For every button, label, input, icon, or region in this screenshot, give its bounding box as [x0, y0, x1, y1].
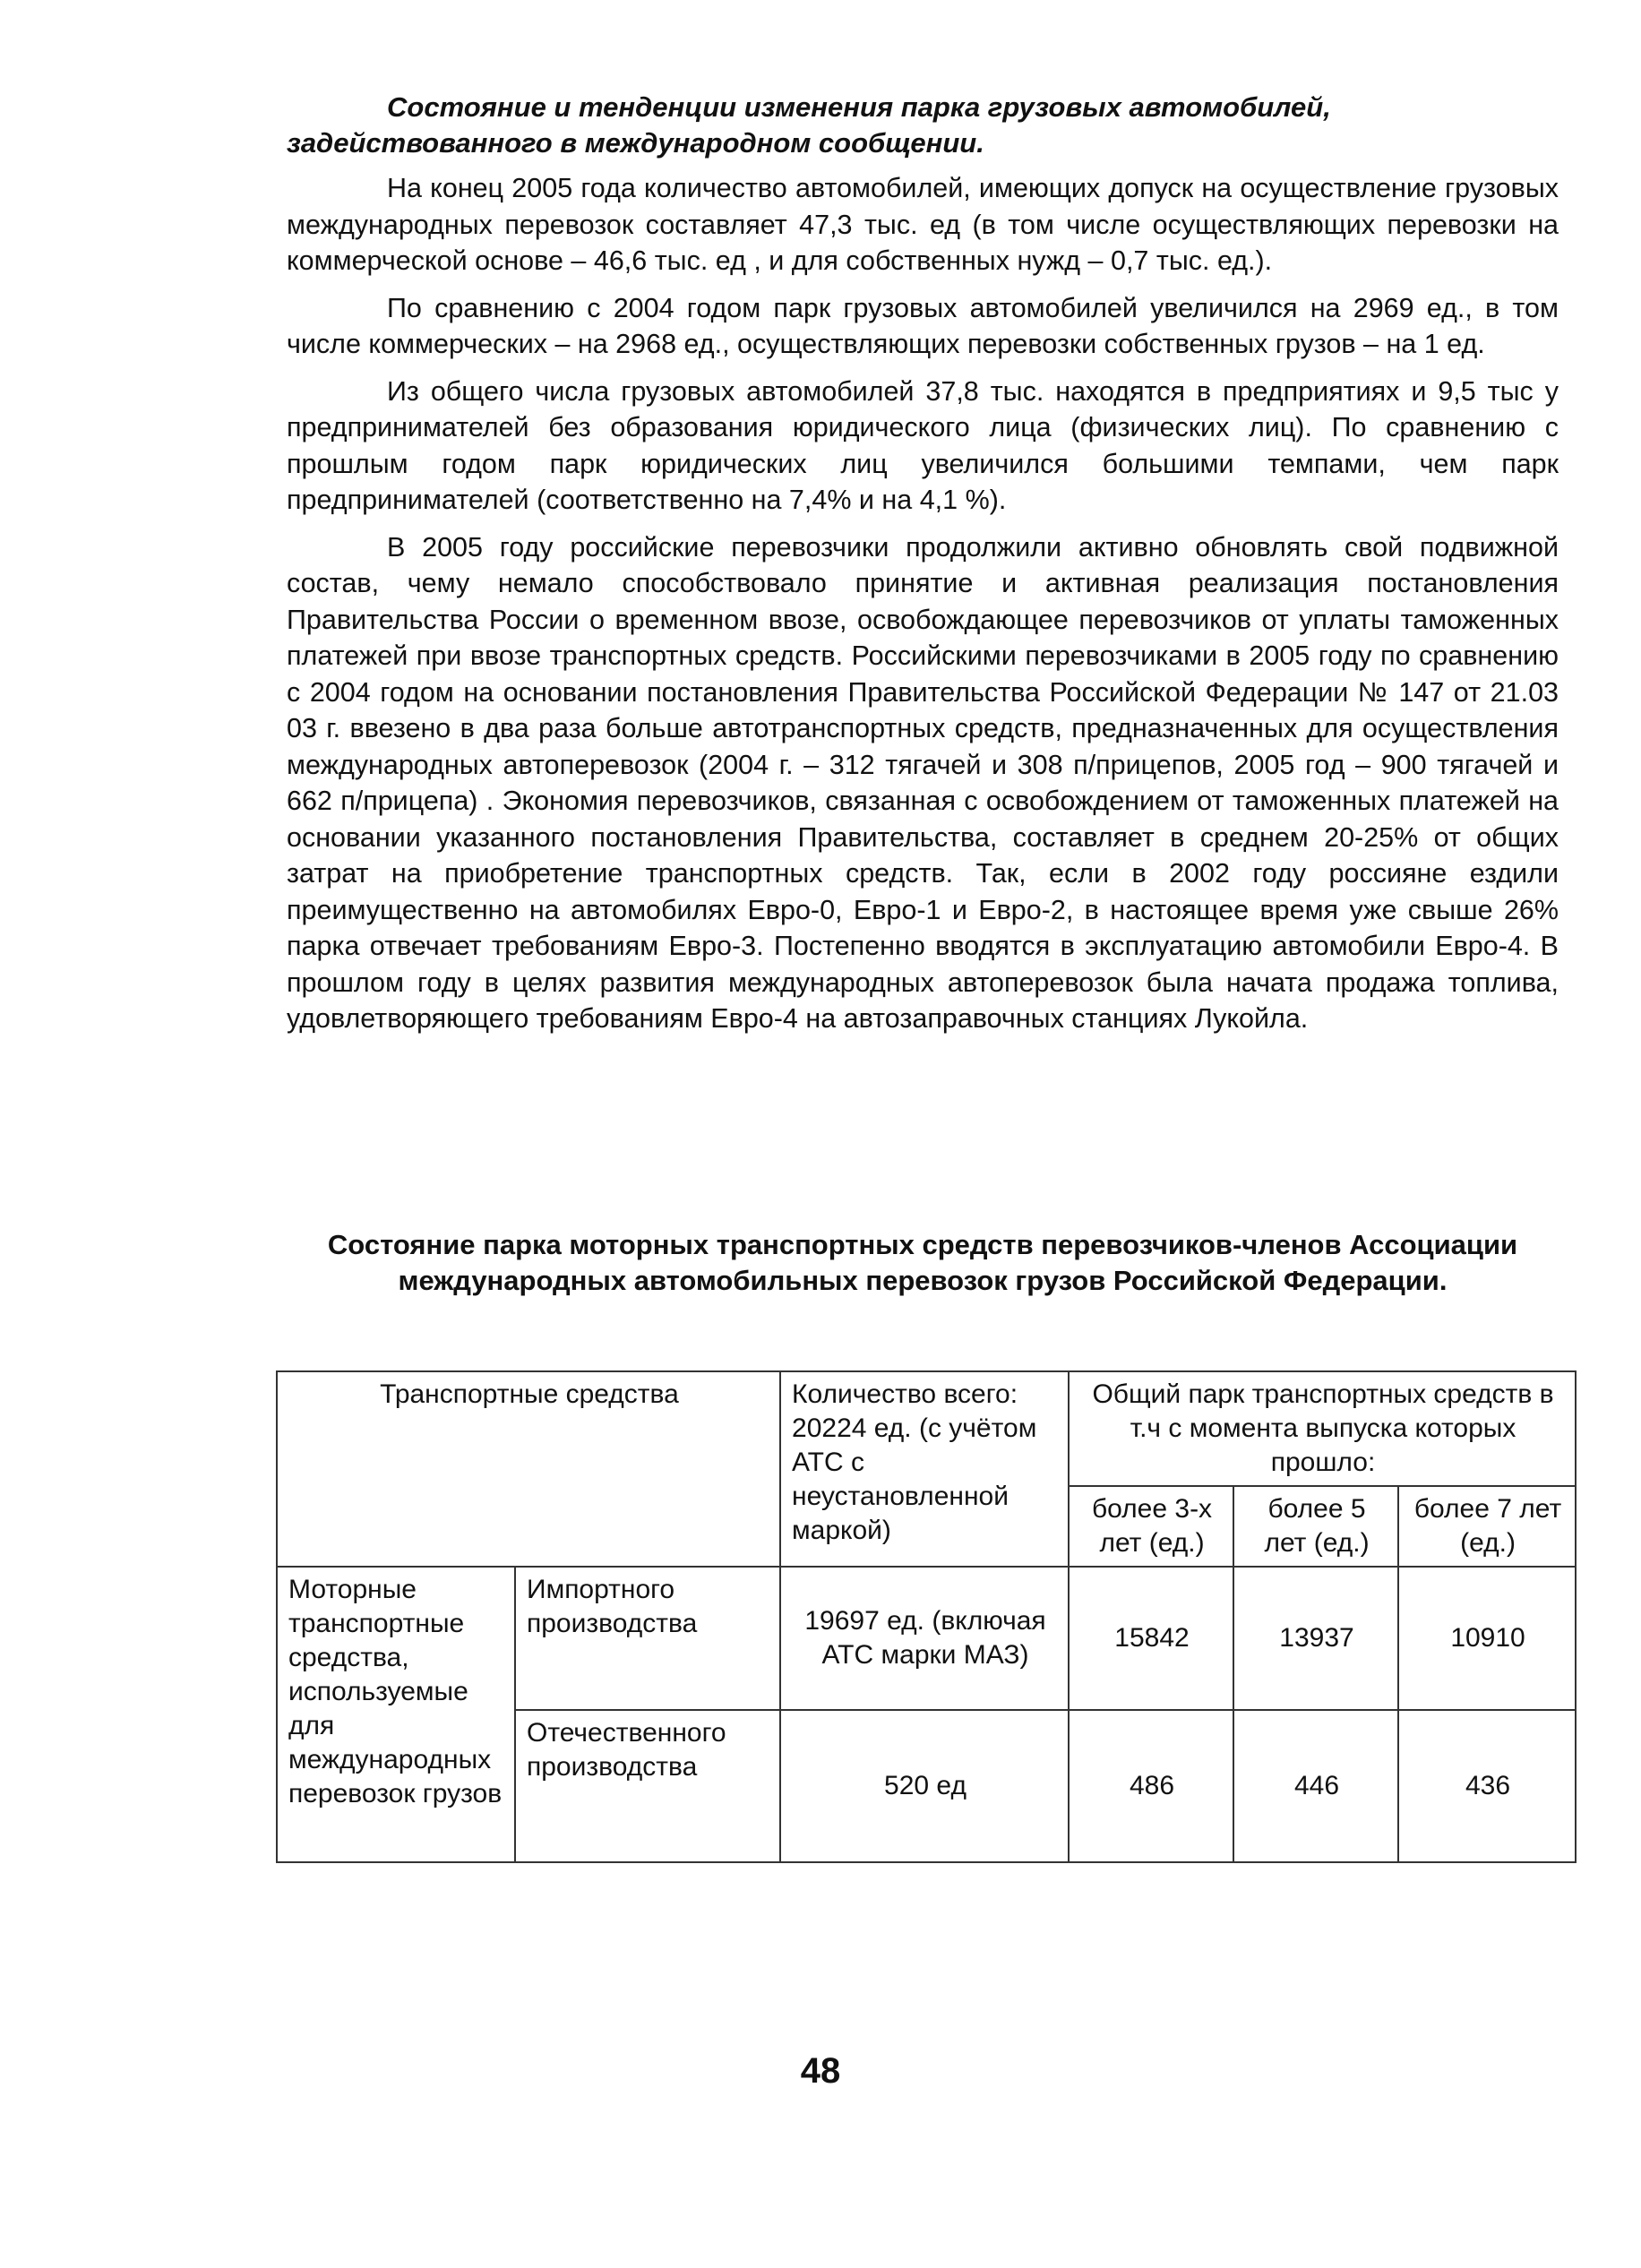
paragraph: По сравнению с 2004 годом парк грузовых автомобилей увеличился на 2969 ед., в том числе коммерческих – на 2968 ед., осуществляющих перевозки собственных грузов – на 1 ед.	[287, 292, 1559, 359]
body-text	[287, 170, 1559, 1048]
header-age-3: более 3-х лет (ед.)	[1069, 1486, 1233, 1567]
table-header-row	[277, 1371, 1576, 1486]
age-5-cell: 13937	[1233, 1567, 1398, 1710]
age-3-cell: 486	[1069, 1710, 1233, 1862]
age-7-cell: 436	[1398, 1710, 1576, 1862]
header-age-5: более 5 лет (ед.)	[1233, 1486, 1398, 1567]
header-fleet: Общий парк транспортных средств в т.ч с момента выпуска которых прошло:	[1069, 1371, 1576, 1486]
fleet-table	[276, 1370, 1577, 1863]
origin-cell: Отечественного производства	[515, 1710, 780, 1862]
table-title: Состояние парка моторных транспортных средств перевозчиков-членов Ассоциации международных автомобильных перевозок грузов Российской Федерации.	[327, 1229, 1518, 1296]
header-age-7: более 7 лет (ед.)	[1398, 1486, 1576, 1567]
quantity-cell: 520 ед	[780, 1710, 1069, 1862]
quantity-cell: 19697 ед. (включая АТС марки МАЗ)	[780, 1567, 1069, 1710]
page-number: 48	[800, 2051, 841, 2091]
paragraph: На конец 2005 года количество автомобилей, имеющих допуск на осуществление грузовых международных перевозок составляет 47,3 тыс. ед (в том числе осуществляющих перевозки на коммерческой основе – 46,6 тыс. ед , и для собственных нужд – 0,7 тыс. ед.).	[287, 173, 1559, 276]
origin-cell: Импортного производства	[515, 1567, 780, 1710]
age-5-cell: 446	[1233, 1710, 1398, 1862]
age-3-cell: 15842	[1069, 1567, 1233, 1710]
header-vehicles: Транспортные средства	[277, 1371, 780, 1567]
table-row	[277, 1567, 1576, 1710]
paragraph: Из общего числа грузовых автомобилей 37,8 тыс. находятся в предприятиях и 9,5 тыс у предпринимателей без образования юридического лица (физических лиц). По сравнению с прошлым годом парк юридических лиц увеличился большими темпами, чем парк предпринимателей (соответственно на 7,4% и на 4,1 %).	[287, 375, 1559, 515]
paragraph: В 2005 году российские перевозчики продолжили активно обновлять свой подвижной состав, чему немало способствовало принятие и активная реализация постановления Правительства России о временном ввозе, освобождающее перевозчиков от уплаты таможенных платежей при ввозе транспортных средств. Российскими перевозчиками в 2005 году по сравнению с 2004 годом на основании постановления Правительства Российской Федерации № 147 от 21.03 03 г. ввезено в два раза больше автотранспортных средств, предназначенных для осуществления международных автоперевозок (2004 г. – 312 тягачей и 308 п/прицепов, 2005 год – 900 тягачей и 662 п/прицепа) . Экономия перевозчиков, связанная с освобождением от таможенных платежей на основании указанного постановления Правительства, составляет в среднем 20-25% от общих затрат на приобретение транспортных средств. Так, если в 2002 году россияне ездили преимущественно на автомобилях Евро-0, Евро-1 и Евро-2, в настоящее время уже свыше 26% парка отвечает требованиям Евро-3. Постепенно вводятся в эксплуатацию автомобили Евро-4. В прошлом году в целях развития международных автоперевозок была начата продажа топлива, удовлетворяющего требованиям Евро-4 на автозаправочных станциях Лукойла.	[287, 531, 1559, 1034]
header-quantity: Количество всего: 20224 ед. (с учётом АТС с неустановленной маркой)	[780, 1371, 1069, 1567]
section-heading: Состояние и тенденции изменения парка грузовых автомобилей, задействованного в международном сообщении.	[287, 91, 1331, 159]
row-group-label: Моторные транспортные средства, используемые для международных перевозок грузов	[277, 1567, 515, 1862]
age-7-cell: 10910	[1398, 1567, 1576, 1710]
